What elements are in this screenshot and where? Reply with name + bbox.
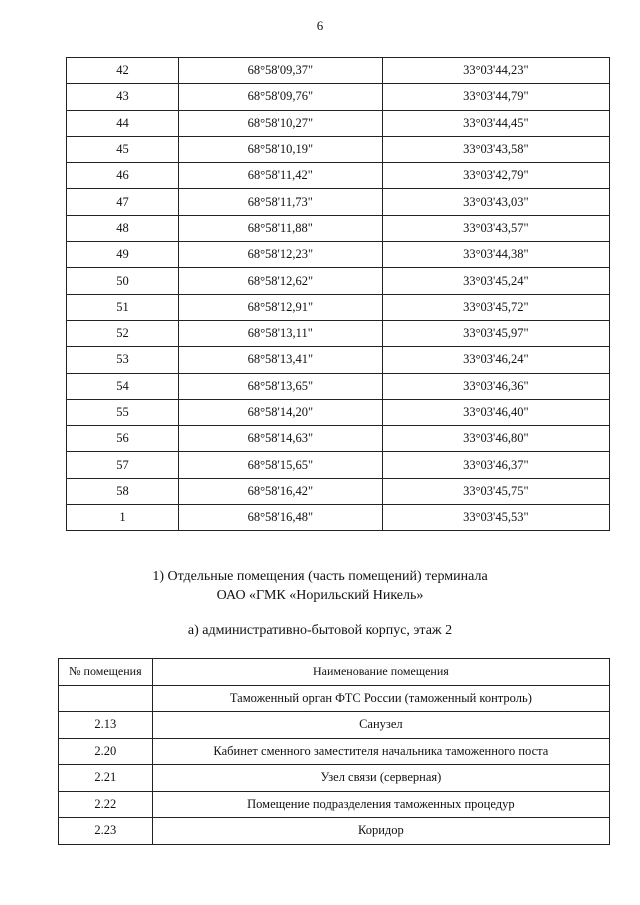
point-number: 48 — [67, 215, 179, 241]
latitude-cell: 68°58'12,91" — [179, 294, 383, 320]
point-number: 56 — [67, 426, 179, 452]
table-row — [67, 320, 610, 346]
latitude-cell: 68°58'16,48" — [179, 505, 383, 531]
section-title-line2: ОАО «ГМК «Норильский Никель» — [216, 588, 424, 603]
latitude-cell: 68°58'09,37" — [179, 58, 383, 84]
table-row — [59, 818, 610, 845]
longitude-cell: 33°03'46,80" — [382, 426, 609, 452]
latitude-cell: 68°58'11,42" — [179, 163, 383, 189]
longitude-cell: 33°03'46,40" — [382, 399, 609, 425]
table-row — [67, 452, 610, 478]
longitude-cell: 33°03'44,45" — [382, 110, 609, 136]
latitude-cell: 68°58'16,42" — [179, 478, 383, 504]
longitude-cell: 33°03'45,97" — [382, 320, 609, 346]
table-row — [67, 505, 610, 531]
group-empty-cell — [59, 685, 153, 712]
table-row — [67, 373, 610, 399]
rooms-group-row — [59, 685, 610, 712]
room-name: Санузел — [152, 712, 609, 739]
room-name: Коридор — [152, 818, 609, 845]
table-row — [67, 163, 610, 189]
point-number: 52 — [67, 320, 179, 346]
table-row — [67, 84, 610, 110]
longitude-cell: 33°03'46,37" — [382, 452, 609, 478]
longitude-cell: 33°03'44,23" — [382, 58, 609, 84]
latitude-cell: 68°58'13,41" — [179, 347, 383, 373]
point-number: 44 — [67, 110, 179, 136]
latitude-cell: 68°58'12,23" — [179, 242, 383, 268]
latitude-cell: 68°58'13,11" — [179, 320, 383, 346]
room-name: Кабинет сменного заместителя начальника таможенного поста — [152, 738, 609, 765]
rooms-table — [58, 658, 610, 845]
point-number: 43 — [67, 84, 179, 110]
longitude-cell: 33°03'45,72" — [382, 294, 609, 320]
group-label: Таможенный орган ФТС России (таможенный контроль) — [152, 685, 609, 712]
latitude-cell: 68°58'11,73" — [179, 189, 383, 215]
room-name: Узел связи (серверная) — [152, 765, 609, 792]
coordinates-table — [66, 57, 610, 531]
latitude-cell: 68°58'10,27" — [179, 110, 383, 136]
longitude-cell: 33°03'44,38" — [382, 242, 609, 268]
point-number: 47 — [67, 189, 179, 215]
table-row — [67, 215, 610, 241]
point-number: 46 — [67, 163, 179, 189]
latitude-cell: 68°58'09,76" — [179, 84, 383, 110]
latitude-cell: 68°58'12,62" — [179, 268, 383, 294]
table-row — [59, 765, 610, 792]
table-row — [67, 58, 610, 84]
table-row — [67, 426, 610, 452]
room-number: 2.23 — [59, 818, 153, 845]
latitude-cell: 68°58'10,19" — [179, 136, 383, 162]
room-number: 2.20 — [59, 738, 153, 765]
table-row — [59, 738, 610, 765]
table-row — [67, 110, 610, 136]
longitude-cell: 33°03'43,57" — [382, 215, 609, 241]
room-number: 2.21 — [59, 765, 153, 792]
longitude-cell: 33°03'46,36" — [382, 373, 609, 399]
table-row — [67, 189, 610, 215]
room-name: Помещение подразделения таможенных процедур — [152, 791, 609, 818]
table-row — [59, 712, 610, 739]
header-room-number: № помещения — [59, 659, 153, 686]
table-row — [67, 268, 610, 294]
room-number: 2.13 — [59, 712, 153, 739]
point-number: 51 — [67, 294, 179, 320]
longitude-cell: 33°03'43,58" — [382, 136, 609, 162]
point-number: 55 — [67, 399, 179, 425]
point-number: 53 — [67, 347, 179, 373]
longitude-cell: 33°03'42,79" — [382, 163, 609, 189]
section-subtitle: а) административно-бытовой корпус, этаж 2 — [187, 623, 453, 638]
room-number: 2.22 — [59, 791, 153, 818]
latitude-cell: 68°58'15,65" — [179, 452, 383, 478]
longitude-cell: 33°03'45,75" — [382, 478, 609, 504]
point-number: 50 — [67, 268, 179, 294]
point-number: 1 — [67, 505, 179, 531]
point-number: 42 — [67, 58, 179, 84]
table-row — [59, 791, 610, 818]
latitude-cell: 68°58'14,20" — [179, 399, 383, 425]
rooms-header-row — [59, 659, 610, 686]
point-number: 49 — [67, 242, 179, 268]
longitude-cell: 33°03'46,24" — [382, 347, 609, 373]
longitude-cell: 33°03'45,24" — [382, 268, 609, 294]
page-number: 6 — [316, 18, 324, 33]
point-number: 58 — [67, 478, 179, 504]
point-number: 57 — [67, 452, 179, 478]
table-row — [67, 478, 610, 504]
point-number: 45 — [67, 136, 179, 162]
longitude-cell: 33°03'43,03" — [382, 189, 609, 215]
table-row — [67, 136, 610, 162]
longitude-cell: 33°03'45,53" — [382, 505, 609, 531]
point-number: 54 — [67, 373, 179, 399]
latitude-cell: 68°58'13,65" — [179, 373, 383, 399]
latitude-cell: 68°58'14,63" — [179, 426, 383, 452]
table-row — [67, 399, 610, 425]
table-row — [67, 242, 610, 268]
section-title-line1: 1) Отдельные помещения (часть помещений) терминала — [152, 569, 488, 584]
header-room-name: Наименование помещения — [152, 659, 609, 686]
latitude-cell: 68°58'11,88" — [179, 215, 383, 241]
table-row — [67, 294, 610, 320]
table-row — [67, 347, 610, 373]
longitude-cell: 33°03'44,79" — [382, 84, 609, 110]
